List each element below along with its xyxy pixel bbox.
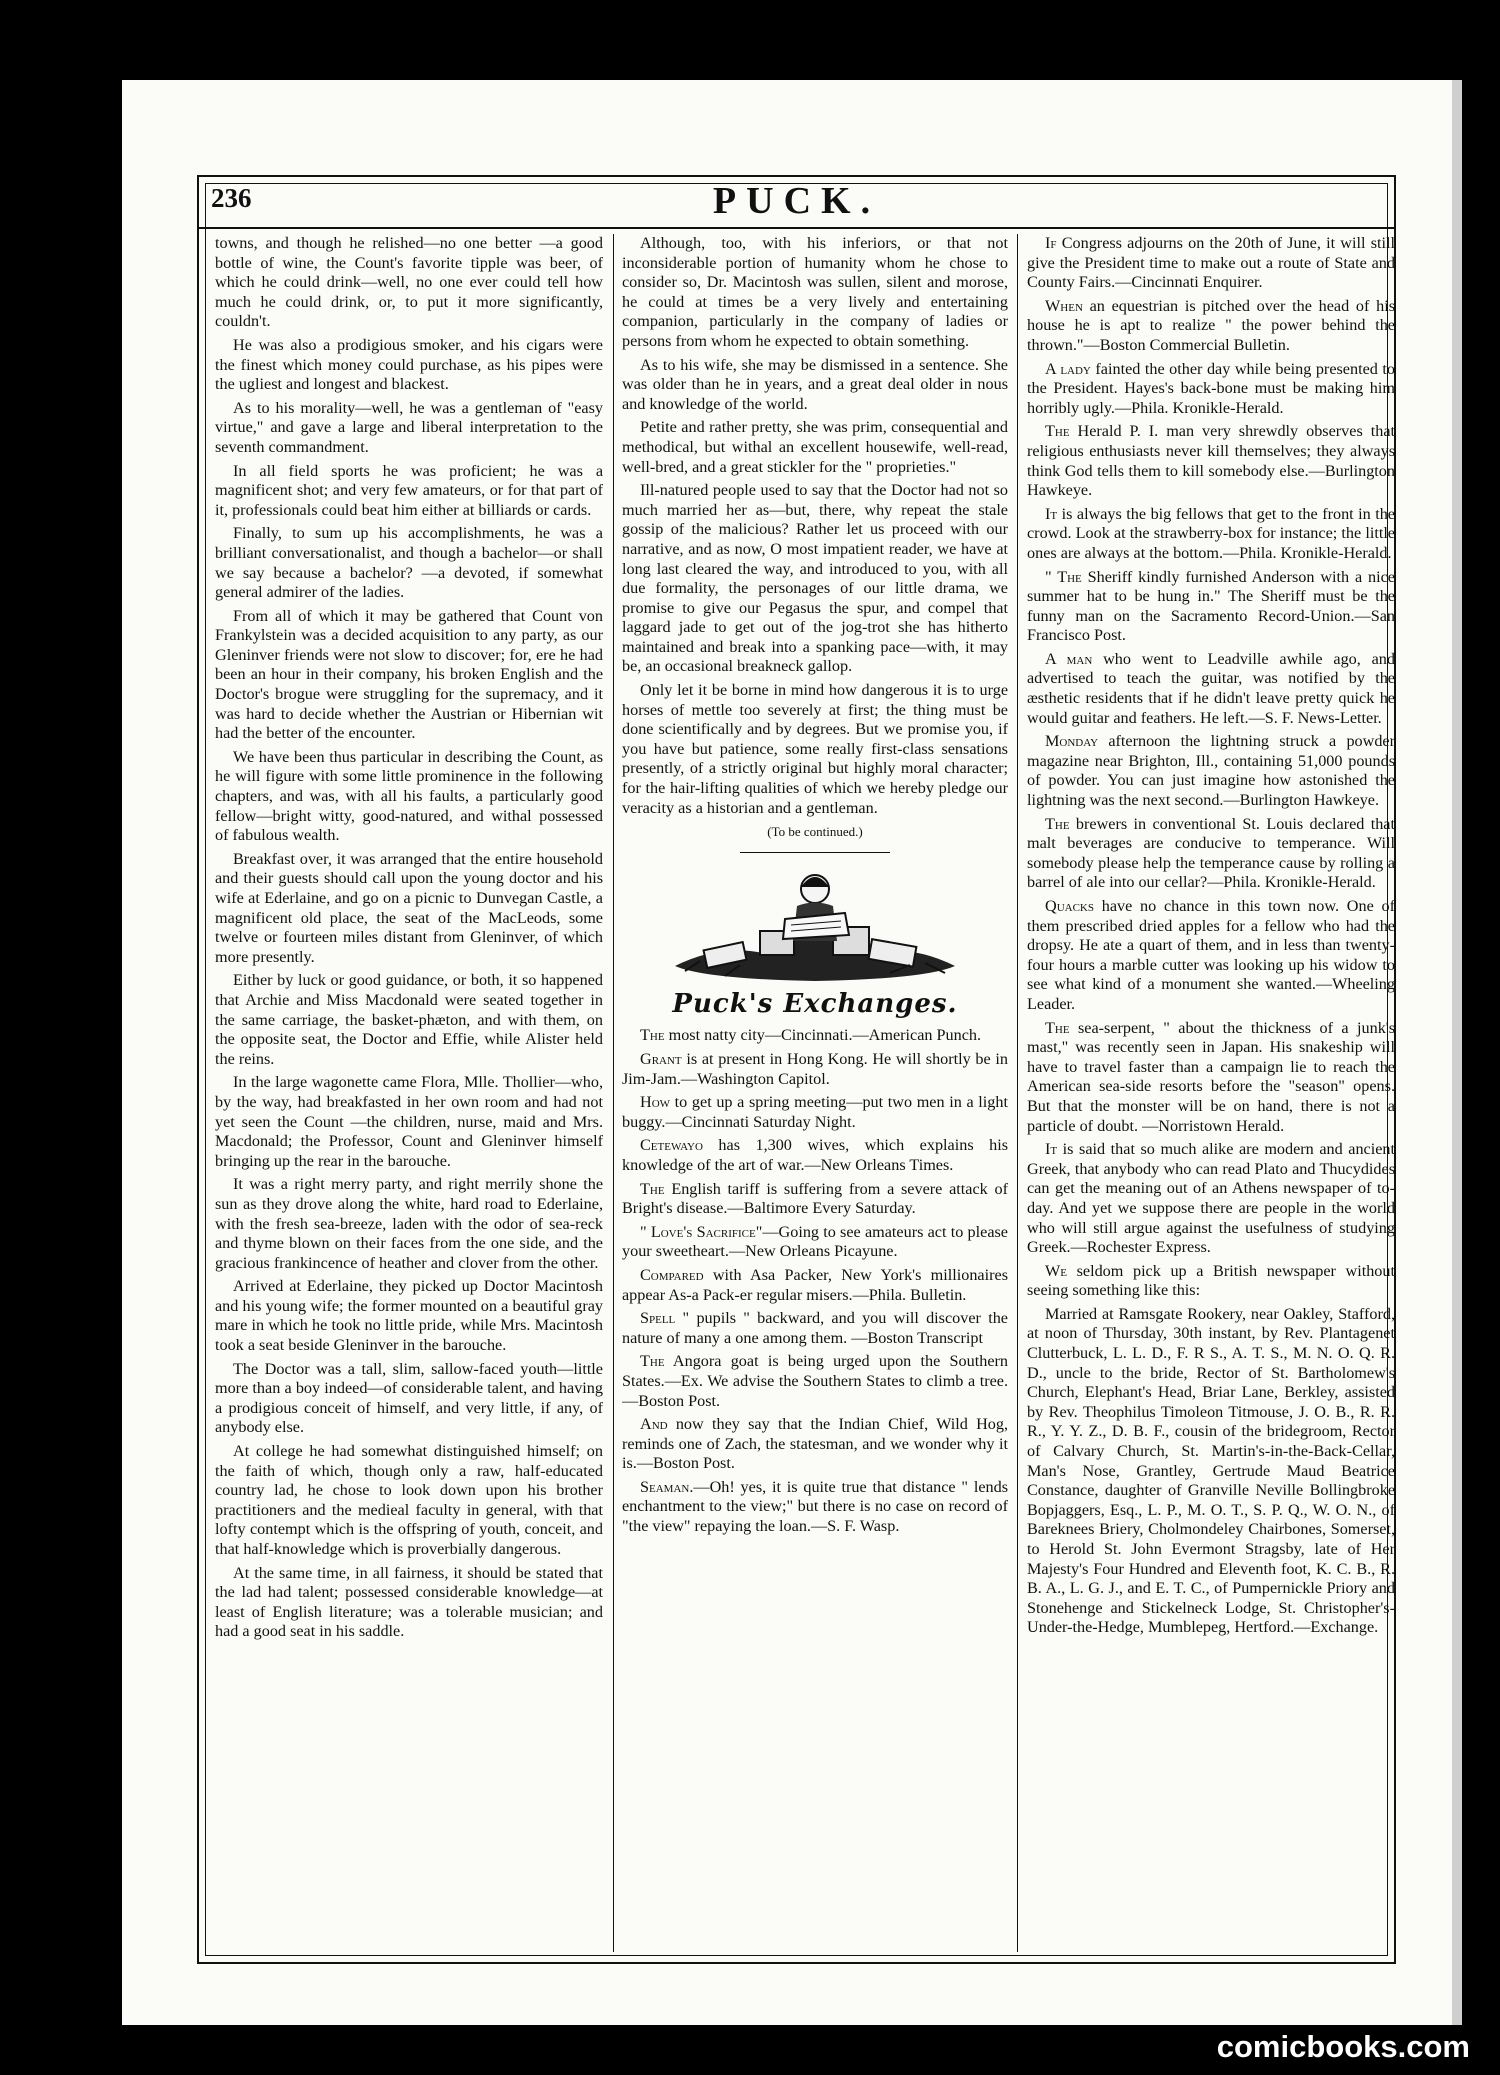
exchange-item xyxy=(1027,732,1395,810)
story-paragraph: Although, too, with his inferiors, or that not inconsiderable portion of humanity whom he chose to consider so, Dr. Macintosh was sullen, silent and morose, he could at times be a very lively and entertaining companion, particularly in the company of ladies or persons from whom he expected to obtain something. xyxy=(622,234,1008,350)
exchange-lead: Monday xyxy=(1045,732,1099,751)
puck-reading-papers-illustration-icon xyxy=(665,861,965,991)
exchange-text: Congress adjourns on the 20th of June, it will still give the President time to make out a route of State and County Fairs.—Cincinnati Enquirer. xyxy=(1027,234,1395,292)
exchange-text: afternoon the lightning struck a powder magazine near Brighton, Ill., containing 51,000 pounds of powder. You can just imagine how astonished the lightning was the next second.—Burlington Hawkeye. xyxy=(1027,732,1395,810)
exchanges-heading: Puck's Exchanges. xyxy=(672,988,958,1019)
story-paragraph: Only let it be borne in mind how dangerous it is to urge horses of mettle too severely at first; the thing must be done scientifically and by degrees. But we promise you, if you have but patience, some really first-class sensations presently, of a strictly original but highly moral character; for the hair-lifting qualities of which we hereby pledge our veracity as a historian and a gentleman. xyxy=(622,681,1008,817)
exchange-item xyxy=(1027,234,1395,293)
exchange-lead: The xyxy=(1045,814,1070,833)
exchange-lead: How xyxy=(640,1093,671,1112)
exchange-item xyxy=(1027,650,1395,728)
exchange-list xyxy=(622,1026,1008,1536)
exchange-text: English tariff is suffering from a severe attack of Bright's disease.—Baltimore Every Saturday. xyxy=(622,1179,1008,1218)
exchange-text: is at present in Hong Kong. He will shortly be in Jim-Jam.—Washington Capitol. xyxy=(622,1050,1008,1088)
story-paragraph: We have been thus particular in describing the Count, as he will figure with some little prominence in the following chapters, and was, with all his faults, a particularly good fellow—bright witty, good-natured, and withal possessed of fabulous wealth. xyxy=(215,747,603,845)
exchange-lead: Quacks xyxy=(1045,897,1094,915)
exchange-lead: The xyxy=(1045,422,1070,441)
exchange-item xyxy=(1027,297,1395,356)
exchange-item xyxy=(622,1266,1008,1305)
story-paragraph: The Doctor was a tall, slim, sallow-faced youth—little more than a boy indeed—of considerable talent, and having a prodigious conceit of himself, and very little, if any, of anybody else. xyxy=(215,1359,603,1437)
story-paragraph: From all of which it may be gathered that Count von Frankylstein was a decided acquisition to any party, as our Gleninver friends were not slow to discover; for, ere he had been an hour in their company, his broken English and the Doctor's brogue were struggling for the supremacy, and it was hard to decide whether the Austrian or Hibernian wit had the better of the encounter. xyxy=(215,606,603,743)
to-be-continued: (To be continued.) xyxy=(767,824,863,840)
exchange-item xyxy=(622,1050,1008,1089)
exchange-item xyxy=(622,1415,1008,1474)
story-paragraph: Either by luck or good guidance, or both, it so happened that Archie and Miss Macdonald were seated together in the same carriage, the basket-phæton, and with them, on the opposite seat, the Doctor and Effie, while Alister held the reins. xyxy=(215,971,603,1068)
exchange-list-right xyxy=(1027,234,1395,1638)
header-rule xyxy=(199,227,1394,229)
exchange-lead: " Love's Sacrifice" xyxy=(640,1222,763,1241)
story-paragraph: At the same time, in all fairness, it should be stated that the lad had talent; possessed considerable knowledge—at least of English literature; was a tolerable musician; and had a good seat in his saddle. xyxy=(215,1563,603,1641)
exchange-lead: Cetewayo xyxy=(640,1136,703,1155)
exchange-text: Herald P. I. man very shrewdly observes that religious enthusiasts never kill themselves; they always think God tells them to kill somebody else.—Burlington Hawkeye. xyxy=(1027,422,1395,500)
exchange-item xyxy=(622,1478,1008,1537)
column-right xyxy=(1027,234,1395,1952)
exchange-lead: Seaman. xyxy=(640,1477,694,1496)
exchange-text: most natty city—Cincinnati.—American Punch. xyxy=(664,1026,982,1045)
exchange-text: is said that so much alike are modern and ancient Greek, that anybody who can read Plato and Thucydides can get the meaning out of an Athens newspaper of to-day. And yet we suppose there are people in the world who will still argue against the usefulness of studying Greek.—Rochester Express. xyxy=(1027,1140,1395,1257)
exchange-item xyxy=(1027,505,1395,564)
exchange-item xyxy=(1027,422,1395,500)
exchange-text: with Asa Packer, New York's millionaires appear As-a Pack-er regular misers.—Phila. Bulletin. xyxy=(622,1265,1008,1304)
page-number: 236 xyxy=(211,183,252,213)
exchange-text: is always the big fellows that get to the front in the crowd. Look at the strawberry-box for instance; the little ones are always at the bottom.—Phila. Kronikle-Herald. xyxy=(1027,504,1395,562)
story-paragraph: towns, and though he relished—no one better —a good bottle of wine, the Count's favorite tipple was beer, of which he could drink—well, no one ever could tell how much he could drink, or, to put it more significantly, couldn't. xyxy=(215,234,603,331)
exchange-lead: If xyxy=(1045,234,1057,252)
exchange-item xyxy=(1027,815,1395,893)
exchange-item xyxy=(1027,1140,1395,1258)
column-divider xyxy=(1017,234,1018,1952)
story-paragraph: Finally, to sum up his accomplishments, he was a brilliant conversationalist, and though a bachelor—or shall we say because a bachelor? —a devoted, if somewhat general admirer of the ladies. xyxy=(215,524,603,602)
story-paragraph: He was also a prodigious smoker, and his cigars were the finest which money could purchase, as his pipes were the ugliest and longest and blackest. xyxy=(215,335,603,394)
exchange-text: —Oh! yes, it is quite true that distance " lends enchantment to the view;" but there is no case on record of "the view" repaying the loan.—S. F. Wasp. xyxy=(622,1477,1008,1536)
exchange-lead: When xyxy=(1045,296,1083,315)
exchange-lead: Spell xyxy=(640,1309,676,1328)
exchange-text: to get up a spring meeting—put two men in a light buggy.—Cincinnati Saturday Night. xyxy=(622,1093,1008,1131)
column-divider xyxy=(613,234,614,1952)
exchange-text: have no chance in this town now. One of them prescribed dried apples for a fellow who had the dropsy. He ate a quart of them, and in less than twenty-four hours a marble cutter was looking up his widow to see what kind of a monument she wanted.—Wheeling Leader. xyxy=(1027,897,1395,1013)
watermark: comicbooks.com xyxy=(1216,2029,1470,2064)
exchange-text: brewers in conventional St. Louis declared that malt beverages are conducive to temperance. Will somebody please help the temperance cause by rolling a barrel of ale into our cellar?—Phila. Kronikle-Herald. xyxy=(1027,814,1395,892)
exchange-lead: It xyxy=(1045,504,1058,523)
exchange-lead: We xyxy=(1045,1261,1067,1280)
exchange-text: —Going to see amateurs act to please your sweetheart.—New Orleans Picayune. xyxy=(622,1222,1008,1261)
exchange-item xyxy=(622,1026,1008,1046)
story-paragraph: As to his wife, she may be dismissed in a sentence. She was older than he in years, and a great deal older in nous and knowledge of the world. xyxy=(622,355,1008,413)
story-paragraph: It was a right merry party, and right merrily shone the sun as they drove along the white, hard road to Ederlaine, with the fresh sea-breeze, laden with the odor of sea-reck and thyme blown on their faces from the one side, and the gracious frankincence of heather and clover from the other. xyxy=(215,1175,603,1272)
exchange-lead: " The xyxy=(1045,567,1082,586)
exchange-item xyxy=(622,1223,1008,1262)
exchange-lead: It xyxy=(1045,1140,1058,1159)
story-paragraph: Petite and rather pretty, she was prim, consequential and methodical, but withal an excellent housewife, well-read, well-bred, and a great stickler for the " proprieties." xyxy=(622,418,1008,476)
page-border xyxy=(197,175,1396,1964)
exchange-item xyxy=(622,1180,1008,1219)
exchange-lead: A man xyxy=(1045,649,1093,668)
column-left xyxy=(215,234,603,1952)
exchange-item xyxy=(1027,1019,1395,1137)
exchange-lead: The xyxy=(640,1026,665,1045)
story-paragraph: At college he had somewhat distinguished himself; on the faith of which, though only a raw, half-educated country lad, he chose to look down upon his brother practitioners and the medieal faculty in general, with that lofty contempt which is the offspring of youth, conceit, and that half-knowledge which is proverbially dangerous. xyxy=(215,1442,603,1558)
exchange-lead: The xyxy=(640,1352,665,1371)
exchange-text: fainted the other day while being presented to the President. Hayes's back-bone must be making him horribly ugly.—Phila. Kronikle-Herald. xyxy=(1027,359,1395,417)
exchange-item xyxy=(1027,568,1395,646)
decorative-rule xyxy=(740,852,890,853)
magazine-page xyxy=(122,80,1452,2025)
exchange-text: Angora goat is being urged upon the Southern States.—Ex. We advise the Southern States to climb a tree.—Boston Post. xyxy=(622,1352,1008,1410)
story-paragraph: In all field sports he was proficient; he was a magnificent shot; and very few amateurs, or for that part of it, professionals could beat him either at billiards or cards. xyxy=(215,461,603,519)
story-paragraph: In the large wagonette came Flora, Mlle. Thollier—who, by the way, had breakfasted in her own room and had not yet seen the Count —the children, nurse, maid and Mrs. Macdonald; the Professor, Count and Gleninver himself bringing up the rear in the barouche. xyxy=(215,1073,603,1170)
exchange-lead: The xyxy=(1045,1018,1070,1037)
story-paragraph: Ill-natured people used to say that the Doctor had not so much married her as—but, there, why repeat the stale gossip of the malicious? Rather let us proceed with our narrative, and as now, O most impatient reader, we have at long last cleared the way, and introduced to you, with all due formality, the personages of our little drama, we promise to give our Pegasus the spur, and compel that laggard jade to get out of the jog-trot she has hitherto maintained and break into a spanking pace—with, it may be, an occasional breakneck gallop. xyxy=(622,481,1008,676)
masthead-title: PUCK. xyxy=(712,180,881,222)
exchange-lead: Grant xyxy=(640,1050,682,1068)
exchange-text: Sheriff kindly furnished Anderson with a nice summer hat to be hung in." The Sheriff must be the funny man on the Sacramento Record-Union.—San Francisco Post. xyxy=(1027,567,1395,645)
column-middle xyxy=(622,234,1008,1952)
exchange-item xyxy=(622,1093,1008,1132)
exchange-text: now they say that the Indian Chief, Wild Hog, reminds one of Zach, the statesman, and we wonder why it is.—Boston Post. xyxy=(622,1415,1008,1473)
exchange-item xyxy=(622,1136,1008,1175)
exchange-lead: A lady xyxy=(1045,359,1091,378)
exchange-item xyxy=(1027,1305,1395,1638)
exchange-item xyxy=(1027,1262,1395,1301)
story-paragraph: As to his morality—well, he was a gentleman of "easy virtue," and gave a large and liberal interpretation to the seventh commandment. xyxy=(215,398,603,456)
exchange-item xyxy=(1027,360,1395,419)
exchange-lead: The xyxy=(640,1179,665,1198)
exchange-text: an equestrian is pitched over the head of his house he is apt to realize " the power behind the thrown."—Boston Commercial Bulletin. xyxy=(1027,296,1395,354)
story-paragraph: Breakfast over, it was arranged that the entire household and their guests should call upon the young doctor and his wife at Ederlaine, and go on a picnic to Dunvegan Castle, a magnificent old place, the seat of the MacLeods, some twelve or fourteen miles distant from Gleninver, of which more presently. xyxy=(215,849,603,966)
story-paragraph: Arrived at Ederlaine, they picked up Doctor Macintosh and his young wife; the former mounted on a beautiful gray mare in which he took no little pride, while Mrs. Macintosh took a seat beside Gleninver in the barouche. xyxy=(215,1277,603,1355)
exchange-text: has 1,300 wives, which explains his knowledge of the art of war.—New Orleans Times. xyxy=(622,1136,1008,1174)
exchange-text: Married at Ramsgate Rookery, near Oakley, Stafford, at noon of Thursday, 30th instant, by Rev. Plantagenet Clutterbuck, L. L. D., F. R S., A. T. S., M. N. O. Q. R. D., uncle to the bride, Rector of St. Bartholomew's Church, Elephant's Head, Briar Lane, Berkley, assisted by Rev. Theophilus Timoleon Titmouse, J. O. B., R. R. R., Y. Y. Z., D. B. F., cousin of the bridegroom, Rector of Calvary Church, St. Martin's-in-the-Back-Cellar, Man's Nose, Grantley, Gertrude Maud Beatrice Constance, daughter of Granville Neville Bollingbroke Bopjaggers, Esq., L. P., M. O. T., S. P. Q., W. O. N., of Bareknees Briery, Cholmondeley Chairbones, Somerset, to Herold St. John Evermont Stragsby, late of Her Majesty's Four Hundred and Eleventh foot, K. C. B., R. B. A., L. G. J., and E. T. C., of Pumpernickle Priory and Stonehenge and Stickelneck Lodge, St. Christopher's-Under-the-Hedge, Mumblepeg, Hertford.—Exchange. xyxy=(1027,1304,1395,1637)
exchange-item xyxy=(622,1309,1008,1348)
exchange-lead: Compared xyxy=(640,1265,704,1284)
exchange-lead: And xyxy=(640,1415,668,1434)
exchange-text: who went to Leadville awhile ago, and advertised to teach the guitar, was notified by the æsthetic residents that if he didn't leave pretty quick he would guitar and feathers. He left.—S. F. News-Letter. xyxy=(1027,649,1395,727)
exchange-text: seldom pick up a British newspaper without seeing something like this: xyxy=(1027,1261,1395,1300)
exchange-item xyxy=(1027,897,1395,1015)
exchange-text: " pupils " backward, and you will discover the nature of many a one among them. —Boston Transcript xyxy=(622,1309,1008,1347)
exchange-text: sea-serpent, " about the thickness of a junk's mast," was recently seen in Japan. His snakeship will have to travel faster than a campaign lie to reach the American sea-side resorts before the "season" opens. But that the monster will be on hand, there is not a particle of doubt. —Norristown Herald. xyxy=(1027,1018,1395,1135)
exchange-item xyxy=(622,1352,1008,1411)
